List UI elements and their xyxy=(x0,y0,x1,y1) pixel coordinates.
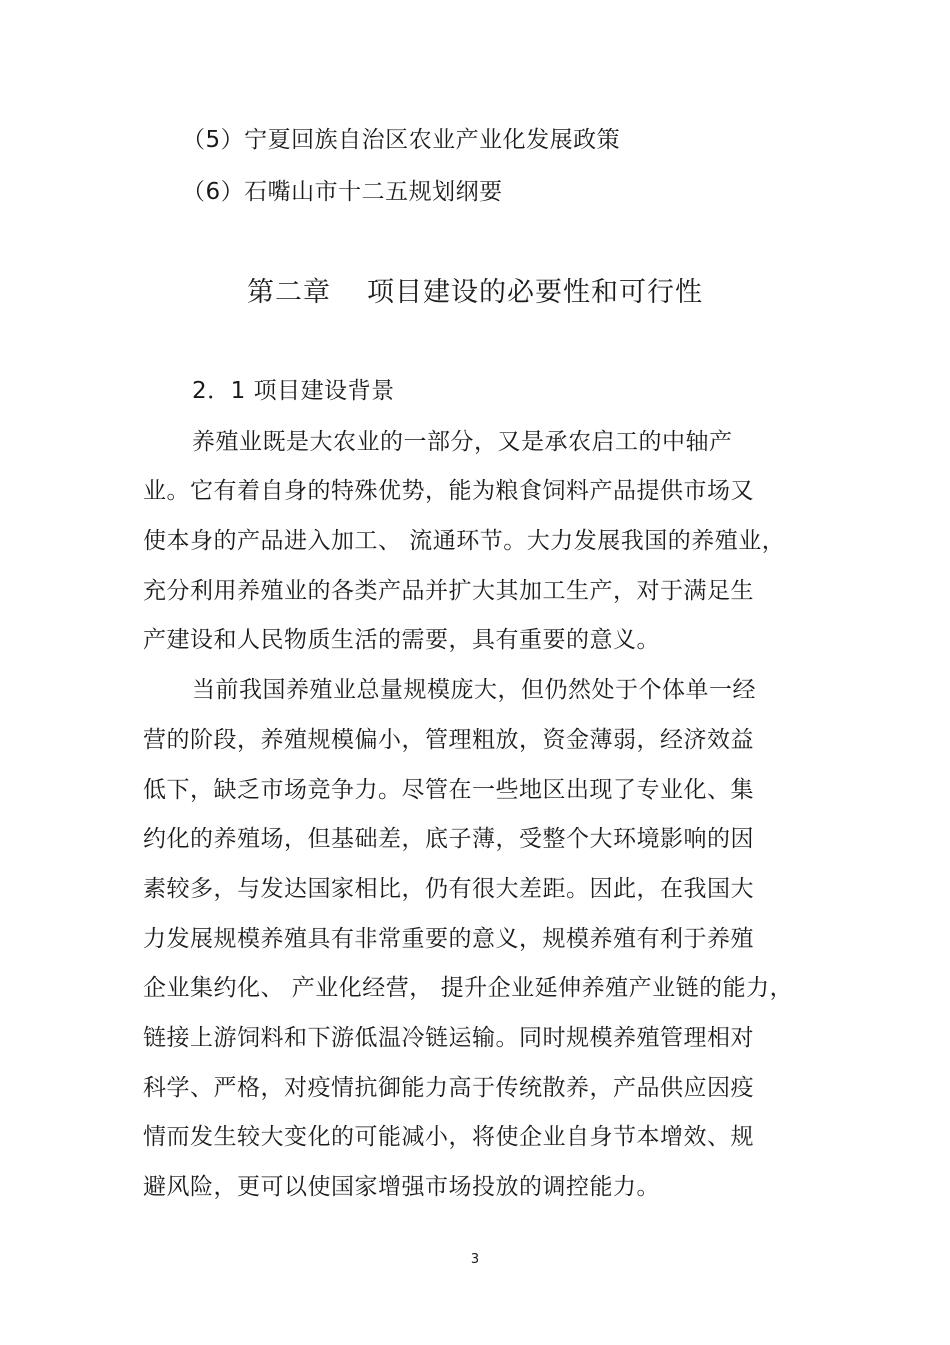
paragraph-line: 当前我国养殖业总量规模庞大，但仍然处于个体单一经 xyxy=(192,677,756,703)
paragraph-line: 避风险，更可以使国家增强市场投放的调控能力。 xyxy=(143,1174,660,1200)
paragraph-line: 充分利用养殖业的各类产品并扩大其加工生产，对于满足生 xyxy=(143,578,754,604)
chapter-title: 项目建设的必要性和可行性 xyxy=(367,277,703,308)
paragraph-line: 情而发生较大变化的可能减小，将使企业自身节本增效、规 xyxy=(143,1124,754,1150)
chapter-number: 第二章 xyxy=(247,277,331,308)
paragraph-line: 产建设和人民物质生活的需要，具有重要的意义。 xyxy=(143,627,660,653)
list-item-5: （5）宁夏回族自治区农业产业化发展政策 xyxy=(182,127,621,153)
paragraph-line: 力发展规模养殖具有非常重要的意义，规模养殖有利于养殖 xyxy=(143,926,754,952)
paragraph-line: 链接上游饲料和下游低温冷链运输。同时规模养殖管理相对 xyxy=(143,1025,754,1051)
paragraph-line: 素较多，与发达国家相比，仍有很大差距。因此，在我国大 xyxy=(143,876,754,902)
paragraph-line: 使本身的产品进入加工、 流通环节。大力发展我国的养殖业， xyxy=(143,528,786,554)
chapter-heading xyxy=(0,276,950,310)
list-item-6: （6）石嘴山市十二五规划纲要 xyxy=(182,179,503,205)
paragraph-line: 约化的养殖场，但基础差，底子薄，受整个大环境影响的因 xyxy=(143,826,754,852)
paragraph-line: 养殖业既是大农业的一部分，又是承农启工的中轴产 xyxy=(192,429,733,455)
section-heading: 2．1 项目建设背景 xyxy=(192,378,395,404)
paragraph-line: 企业集约化、 产业化经营， 提升企业延伸养殖产业链的能力， xyxy=(143,975,794,1001)
paragraph-line: 低下，缺乏市场竞争力。尽管在一些地区出现了专业化、集 xyxy=(143,777,754,803)
page-number: 3 xyxy=(470,1252,480,1267)
paragraph-line: 科学、严格，对疫情抗御能力高于传统散养，产品供应因疫 xyxy=(143,1075,754,1101)
paragraph-line: 营的阶段，养殖规模偏小，管理粗放，资金薄弱，经济效益 xyxy=(143,727,754,753)
paragraph-line: 业。它有着自身的特殊优势，能为粮食饲料产品提供市场又 xyxy=(143,478,754,504)
